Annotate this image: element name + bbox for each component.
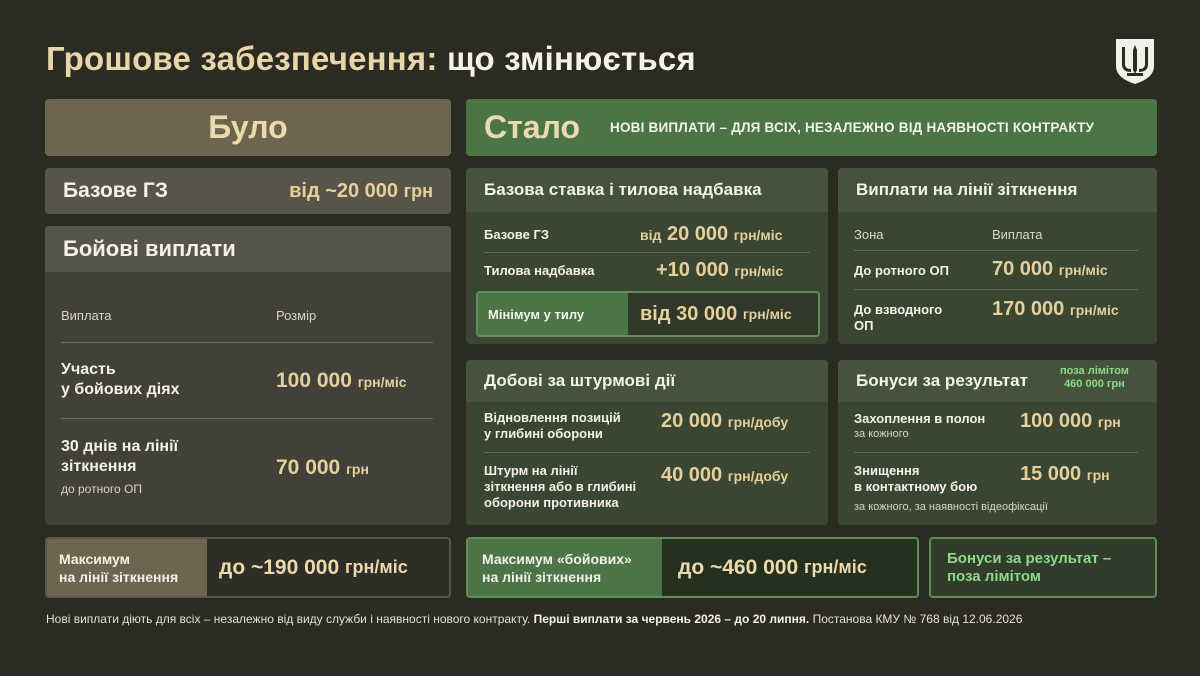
assault-row-value: 20 000 грн/добу [661, 410, 789, 432]
col-header-size: Розмір [276, 308, 317, 323]
bonus-limit-note: поза лімітом 460 000 грн [1060, 365, 1129, 390]
combat-row-value: 70 000 грн [276, 456, 369, 479]
now-header-title: Стало [484, 109, 581, 145]
minimum-rear-label: Мінімум у тилу [478, 293, 628, 335]
bonus-card-header: Бонуси за результат [838, 360, 1157, 402]
combat-payments-was [45, 226, 451, 525]
bonus-row-note: за кожного, за наявності відеофіксації [854, 501, 1048, 513]
frontline-row-value: 170 000 грн/міс [992, 298, 1119, 320]
divider [854, 289, 1138, 290]
combat-row-label: 30 днів на лінії зіткнення [61, 438, 179, 475]
bonus-row-value: 100 000 грн [1020, 410, 1121, 432]
divider [484, 252, 810, 253]
divider [61, 418, 433, 419]
now-header-subtitle: НОВІ ВИПЛАТИ – ДЛЯ ВСІХ, НЕЗАЛЕЖНО ВІД НАЯВНОСТІ КОНТРАКТУ [610, 120, 1095, 135]
assault-row-value: 40 000 грн/добу [661, 464, 789, 486]
frontline-row-value: 70 000 грн/міс [992, 258, 1108, 280]
rear-bonus-row-label: Тилова надбавка [484, 263, 595, 278]
assault-card-header: Добові за штурмові дії [466, 360, 828, 402]
bonus-row-value: 15 000 грн [1020, 463, 1110, 485]
frontline-card-header: Виплати на лінії зіткнення [838, 168, 1157, 212]
base-pay-was [45, 168, 451, 214]
max-frontline-was [45, 537, 451, 598]
max-frontline-was-value: до ~190 000 грн/міс [207, 539, 449, 596]
base-rate-row-label: Базове ГЗ [484, 227, 549, 242]
base-rate-card-header: Базова ставка і тилова надбавка [466, 168, 828, 212]
max-frontline-now-label: Максимум «бойових» на лінії зіткнення [468, 539, 662, 596]
page-title-part2: що змінюється [446, 40, 696, 77]
bonus-row-note: за кожного [854, 428, 909, 440]
frontline-payments-card [838, 168, 1157, 344]
col-header-payment: Виплата [61, 308, 112, 323]
col-header-zone: Зона [854, 227, 884, 242]
divider [484, 452, 810, 453]
max-frontline-was-label: Максимум на лінії зіткнення [47, 539, 207, 596]
base-rate-card [466, 168, 828, 344]
assault-row-label: Штурм на лінії зіткнення або в глибині оборони противника [484, 463, 637, 510]
max-frontline-now [466, 537, 919, 598]
assault-daily-card [466, 360, 828, 525]
assault-row-label: Відновлення позицій у глибині оборони [484, 410, 621, 441]
frontline-row-label: До ротного ОП [854, 263, 949, 278]
now-header [466, 99, 1157, 156]
footer-note: Нові виплати діють для всіх – незалежно від виду служби і наявності нового контракту. Перші виплати за червень 2026 – до 20 липня. Постанова КМУ № 768 від 12.06.2026 [46, 612, 1023, 626]
trident-icon [1112, 36, 1158, 86]
divider [61, 342, 433, 343]
base-rate-row-value: від 20 000 грн/міс [640, 223, 783, 245]
bonus-row-label: Знищення в контактному бою [854, 463, 978, 494]
col-header-payment: Виплата [992, 227, 1043, 242]
divider [854, 452, 1138, 453]
combat-row-note: до ротного ОП [61, 482, 142, 496]
combat-row-label: Участь у бойових діях [61, 361, 180, 398]
minimum-rear-box [476, 291, 820, 337]
was-header: Було [45, 99, 451, 156]
combat-payments-header: Бойові виплати [45, 226, 451, 272]
base-pay-was-label: Базове ГЗ [63, 179, 168, 202]
page-title [46, 40, 696, 78]
divider [854, 250, 1138, 251]
bonus-row-label: Захоплення в полон [854, 411, 986, 426]
max-frontline-now-value: до ~460 000 грн/міс [662, 539, 917, 596]
base-pay-was-value: від ~20 000 грн [289, 179, 433, 202]
rear-bonus-row-value: +10 000 грн/міс [656, 259, 784, 281]
page-title-part1: Грошове забезпечення: [46, 40, 438, 77]
frontline-row-label: До взводного ОП [854, 302, 943, 333]
minimum-rear-value: від 30 000 грн/міс [628, 293, 818, 335]
bonus-outside-limit-box: Бонуси за результат – поза лімітом [929, 537, 1157, 598]
combat-row-value: 100 000 грн/міс [276, 369, 407, 392]
bonus-results-card [838, 360, 1157, 525]
